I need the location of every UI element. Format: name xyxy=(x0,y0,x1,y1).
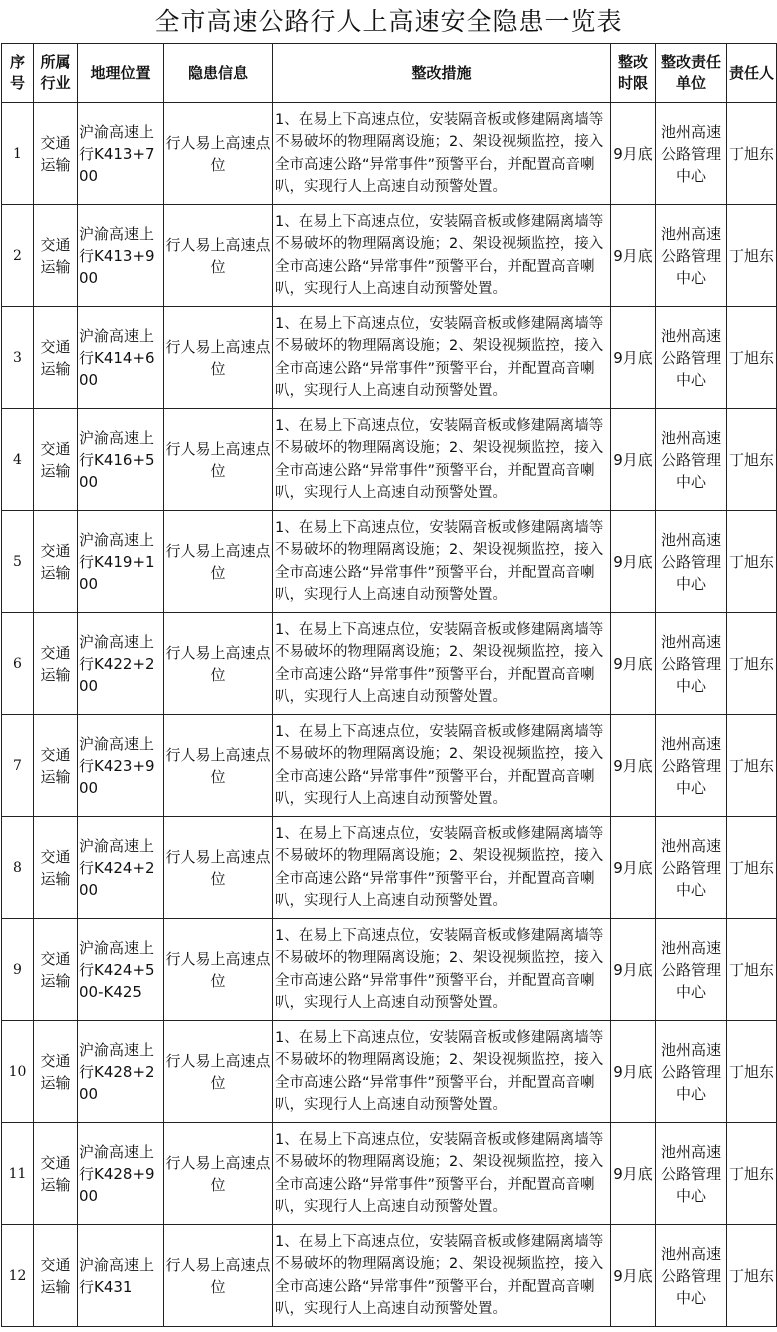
cell-unit: 池州高速公路管理中心 xyxy=(656,307,727,409)
cell-measures: 1、在易上下高速点位，安装隔音板或修建隔离墙等不易破坏的物理隔离设施；2、架设视频监控，接入全市高速公路“异常事件”预警平台，并配置高音喇叭，实现行人上高速自动预警处置。 xyxy=(273,613,611,715)
cell-industry: 交通 运输 xyxy=(34,817,78,919)
cell-location: 沪渝高速上行K414+600 xyxy=(78,307,164,409)
header-unit: 整改责任 单位 xyxy=(656,44,727,103)
cell-measures: 1、在易上下高速点位，安装隔音板或修建隔离墙等不易破坏的物理隔离设施；2、架设视频监控，接入全市高速公路“异常事件”预警平台，并配置高音喇叭，实现行人上高速自动预警处置。 xyxy=(273,205,611,307)
cell-hazard: 行人易上高速点位 xyxy=(164,817,273,919)
table-row xyxy=(2,715,777,817)
cell-industry: 交通 运输 xyxy=(34,1123,78,1225)
cell-hazard: 行人易上高速点位 xyxy=(164,1123,273,1225)
cell-location: 沪渝高速上行K424+500-K425 xyxy=(78,919,164,1021)
cell-hazard: 行人易上高速点位 xyxy=(164,613,273,715)
cell-index: 6 xyxy=(2,613,34,715)
table-row xyxy=(2,409,777,511)
cell-person: 丁旭东 xyxy=(727,613,777,715)
cell-industry: 交通 运输 xyxy=(34,511,78,613)
table-row xyxy=(2,919,777,1021)
cell-measures: 1、在易上下高速点位，安装隔音板或修建隔离墙等不易破坏的物理隔离设施；2、架设视频监控，接入全市高速公路“异常事件”预警平台，并配置高音喇叭，实现行人上高速自动预警处置。 xyxy=(273,409,611,511)
cell-hazard: 行人易上高速点位 xyxy=(164,511,273,613)
cell-location: 沪渝高速上行K422+200 xyxy=(78,613,164,715)
cell-index: 2 xyxy=(2,205,34,307)
cell-person: 丁旭东 xyxy=(727,1225,777,1327)
cell-measures: 1、在易上下高速点位，安装隔音板或修建隔离墙等不易破坏的物理隔离设施；2、架设视频监控，接入全市高速公路“异常事件”预警平台，并配置高音喇叭，实现行人上高速自动预警处置。 xyxy=(273,1123,611,1225)
cell-deadline: 9月底 xyxy=(611,613,656,715)
cell-location: 沪渝高速上行K416+500 xyxy=(78,409,164,511)
cell-unit: 池州高速公路管理中心 xyxy=(656,919,727,1021)
cell-industry: 交通 运输 xyxy=(34,613,78,715)
cell-industry: 交通 运输 xyxy=(34,715,78,817)
cell-deadline: 9月底 xyxy=(611,307,656,409)
cell-deadline: 9月底 xyxy=(611,1021,656,1123)
cell-location: 沪渝高速上行K413+700 xyxy=(78,103,164,205)
header-deadline: 整改 时限 xyxy=(611,44,656,103)
cell-measures: 1、在易上下高速点位，安装隔音板或修建隔离墙等不易破坏的物理隔离设施；2、架设视频监控，接入全市高速公路“异常事件”预警平台，并配置高音喇叭，实现行人上高速自动预警处置。 xyxy=(273,103,611,205)
header-location: 地理位置 xyxy=(78,44,164,103)
cell-industry: 交通 运输 xyxy=(34,409,78,511)
cell-hazard: 行人易上高速点位 xyxy=(164,307,273,409)
table-row xyxy=(2,103,777,205)
table-row xyxy=(2,613,777,715)
cell-hazard: 行人易上高速点位 xyxy=(164,919,273,1021)
table-row xyxy=(2,307,777,409)
cell-index: 10 xyxy=(2,1021,34,1123)
cell-industry: 交通 运输 xyxy=(34,919,78,1021)
cell-deadline: 9月底 xyxy=(611,715,656,817)
table-row xyxy=(2,1225,777,1327)
cell-hazard: 行人易上高速点位 xyxy=(164,205,273,307)
cell-deadline: 9月底 xyxy=(611,205,656,307)
cell-unit: 池州高速公路管理中心 xyxy=(656,205,727,307)
cell-hazard: 行人易上高速点位 xyxy=(164,409,273,511)
cell-person: 丁旭东 xyxy=(727,511,777,613)
cell-index: 11 xyxy=(2,1123,34,1225)
cell-unit: 池州高速公路管理中心 xyxy=(656,715,727,817)
cell-person: 丁旭东 xyxy=(727,919,777,1021)
cell-industry: 交通 运输 xyxy=(34,1225,78,1327)
header-hazard: 隐患信息 xyxy=(164,44,273,103)
cell-index: 9 xyxy=(2,919,34,1021)
cell-measures: 1、在易上下高速点位，安装隔音板或修建隔离墙等不易破坏的物理隔离设施；2、架设视频监控，接入全市高速公路“异常事件”预警平台，并配置高音喇叭，实现行人上高速自动预警处置。 xyxy=(273,715,611,817)
header-person: 责任人 xyxy=(727,44,777,103)
cell-location: 沪渝高速上行K419+100 xyxy=(78,511,164,613)
cell-measures: 1、在易上下高速点位，安装隔音板或修建隔离墙等不易破坏的物理隔离设施；2、架设视频监控，接入全市高速公路“异常事件”预警平台，并配置高音喇叭，实现行人上高速自动预警处置。 xyxy=(273,919,611,1021)
cell-unit: 池州高速公路管理中心 xyxy=(656,511,727,613)
cell-unit: 池州高速公路管理中心 xyxy=(656,817,727,919)
cell-index: 12 xyxy=(2,1225,34,1327)
cell-deadline: 9月底 xyxy=(611,919,656,1021)
cell-person: 丁旭东 xyxy=(727,1123,777,1225)
cell-person: 丁旭东 xyxy=(727,103,777,205)
cell-measures: 1、在易上下高速点位，安装隔音板或修建隔离墙等不易破坏的物理隔离设施；2、架设视频监控，接入全市高速公路“异常事件”预警平台，并配置高音喇叭，实现行人上高速自动预警处置。 xyxy=(273,1021,611,1123)
cell-industry: 交通 运输 xyxy=(34,1021,78,1123)
cell-unit: 池州高速公路管理中心 xyxy=(656,103,727,205)
cell-measures: 1、在易上下高速点位，安装隔音板或修建隔离墙等不易破坏的物理隔离设施；2、架设视频监控，接入全市高速公路“异常事件”预警平台，并配置高音喇叭，实现行人上高速自动预警处置。 xyxy=(273,511,611,613)
cell-index: 4 xyxy=(2,409,34,511)
cell-measures: 1、在易上下高速点位，安装隔音板或修建隔离墙等不易破坏的物理隔离设施；2、架设视频监控，接入全市高速公路“异常事件”预警平台，并配置高音喇叭，实现行人上高速自动预警处置。 xyxy=(273,307,611,409)
cell-unit: 池州高速公路管理中心 xyxy=(656,613,727,715)
header-industry: 所属 行业 xyxy=(34,44,78,103)
cell-unit: 池州高速公路管理中心 xyxy=(656,1225,727,1327)
cell-hazard: 行人易上高速点位 xyxy=(164,1225,273,1327)
cell-unit: 池州高速公路管理中心 xyxy=(656,1123,727,1225)
cell-deadline: 9月底 xyxy=(611,409,656,511)
cell-unit: 池州高速公路管理中心 xyxy=(656,1021,727,1123)
cell-location: 沪渝高速上行K424+200 xyxy=(78,817,164,919)
table-row xyxy=(2,1021,777,1123)
table-row xyxy=(2,511,777,613)
table-header-row xyxy=(2,44,777,103)
header-index: 序号 xyxy=(2,44,34,103)
cell-deadline: 9月底 xyxy=(611,1123,656,1225)
cell-location: 沪渝高速上行K428+200 xyxy=(78,1021,164,1123)
cell-measures: 1、在易上下高速点位，安装隔音板或修建隔离墙等不易破坏的物理隔离设施；2、架设视频监控，接入全市高速公路“异常事件”预警平台，并配置高音喇叭，实现行人上高速自动预警处置。 xyxy=(273,817,611,919)
header-measures: 整改措施 xyxy=(273,44,611,103)
cell-hazard: 行人易上高速点位 xyxy=(164,1021,273,1123)
cell-deadline: 9月底 xyxy=(611,817,656,919)
cell-industry: 交通 运输 xyxy=(34,307,78,409)
cell-deadline: 9月底 xyxy=(611,103,656,205)
cell-location: 沪渝高速上行K428+900 xyxy=(78,1123,164,1225)
cell-industry: 交通 运输 xyxy=(34,205,78,307)
cell-deadline: 9月底 xyxy=(611,511,656,613)
table-row xyxy=(2,817,777,919)
page-title: 全市高速公路行人上高速安全隐患一览表 xyxy=(154,7,623,36)
cell-person: 丁旭东 xyxy=(727,715,777,817)
cell-person: 丁旭东 xyxy=(727,817,777,919)
cell-index: 7 xyxy=(2,715,34,817)
cell-person: 丁旭东 xyxy=(727,409,777,511)
cell-index: 8 xyxy=(2,817,34,919)
table-row xyxy=(2,1123,777,1225)
cell-person: 丁旭东 xyxy=(727,205,777,307)
cell-person: 丁旭东 xyxy=(727,307,777,409)
cell-deadline: 9月底 xyxy=(611,1225,656,1327)
cell-measures: 1、在易上下高速点位，安装隔音板或修建隔离墙等不易破坏的物理隔离设施；2、架设视频监控，接入全市高速公路“异常事件”预警平台，并配置高音喇叭，实现行人上高速自动预警处置。 xyxy=(273,1225,611,1327)
cell-location: 沪渝高速上行K431 xyxy=(78,1225,164,1327)
cell-unit: 池州高速公路管理中心 xyxy=(656,409,727,511)
cell-hazard: 行人易上高速点位 xyxy=(164,103,273,205)
cell-hazard: 行人易上高速点位 xyxy=(164,715,273,817)
cell-location: 沪渝高速上行K423+900 xyxy=(78,715,164,817)
cell-index: 3 xyxy=(2,307,34,409)
cell-industry: 交通 运输 xyxy=(34,103,78,205)
table-row xyxy=(2,205,777,307)
cell-location: 沪渝高速上行K413+900 xyxy=(78,205,164,307)
hazard-table xyxy=(1,43,777,1327)
cell-index: 5 xyxy=(2,511,34,613)
cell-person: 丁旭东 xyxy=(727,1021,777,1123)
cell-index: 1 xyxy=(2,103,34,205)
